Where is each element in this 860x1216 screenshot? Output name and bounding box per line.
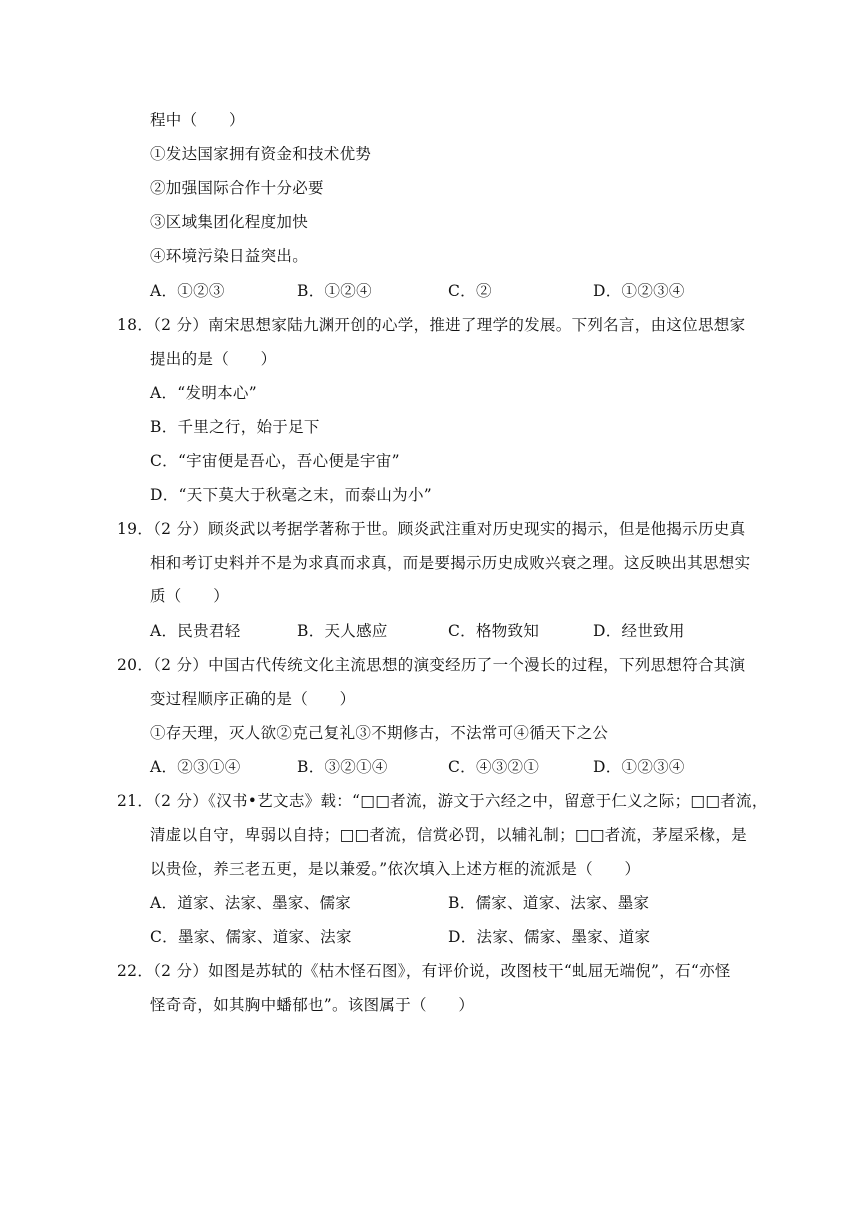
q20-option-d[interactable]: D．①②③④ xyxy=(593,758,685,776)
q18-option-c[interactable]: C．“宇宙便是吾心，吾心便是宇宙” xyxy=(150,452,400,470)
q17-option-c[interactable]: C．② xyxy=(448,282,492,300)
q20-option-b[interactable]: B．③②①④ xyxy=(297,758,388,776)
q17-item-2: ②加强国际合作十分必要 xyxy=(150,179,324,197)
q20-stem-line-1: 20．（2 分）中国古代传统文化主流思想的演变经历了一个漫长的过程，下列思想符合其演 xyxy=(117,656,746,674)
q17-item-4: ④环境污染日益突出。 xyxy=(150,247,309,265)
q21-option-d[interactable]: D．法家、儒家、墨家、道家 xyxy=(448,928,651,946)
q21-option-b[interactable]: B．儒家、道家、法家、墨家 xyxy=(448,894,650,912)
q17-item-3: ③区域集团化程度加快 xyxy=(150,213,309,231)
q19-stem-line-2: 相和考订史料并不是为求真而求真，而是要揭示历史成败兴衰之理。这反映出其思想实 xyxy=(150,554,751,572)
q19-option-c[interactable]: C．格物致知 xyxy=(448,622,540,640)
q20-stem-line-2: 变过程顺序正确的是（ ） xyxy=(150,690,356,708)
q22-stem-line-1: 22．（2 分）如图是苏轼的《枯木怪石图》，有评价说，改图枝干“虬屈无端倪”，石“亦怪 xyxy=(117,962,731,980)
q17-stem-continuation: 程中（ ） xyxy=(150,111,245,129)
q18-option-a[interactable]: A．“发明本心” xyxy=(150,384,257,402)
q21-stem-line-2: 清虚以自守，卑弱以自持；□□者流，信赏必罚，以辅礼制；□□者流，茅屋采椽，是 xyxy=(150,826,747,844)
q17-option-a[interactable]: A．①②③ xyxy=(150,282,225,300)
q22-stem-line-2: 怪奇奇，如其胸中蟠郁也”。该图属于（ ） xyxy=(150,996,475,1014)
q18-stem-line-1: 18．（2 分）南宋思想家陆九渊开创的心学，推进了理学的发展。下列名言，由这位思想家 xyxy=(117,316,746,334)
q18-option-b[interactable]: B．千里之行，始于足下 xyxy=(150,418,320,436)
q18-option-d[interactable]: D．“天下莫大于秋毫之末，而泰山为小” xyxy=(150,486,432,504)
q20-option-c[interactable]: C．④③②① xyxy=(448,758,540,776)
q19-option-a[interactable]: A．民贵君轻 xyxy=(150,622,241,640)
q21-stem-line-3: 以贵俭，养三老五更，是以兼爱。”依次填入上述方框的流派是（ ） xyxy=(150,860,641,878)
q19-option-d[interactable]: D．经世致用 xyxy=(593,622,685,640)
q17-option-b[interactable]: B．①②④ xyxy=(297,282,372,300)
q21-stem-line-1: 21．（2 分）《汉书•艺文志》载：“□□者流，游文于六经之中，留意于仁义之际；□□者流， xyxy=(117,792,768,810)
q21-option-a[interactable]: A．道家、法家、墨家、儒家 xyxy=(150,894,352,912)
q18-stem-line-2: 提出的是（ ） xyxy=(150,350,277,368)
q20-statements: ①存天理，灭人欲②克己复礼③不期修古，不法常可④循天下之公 xyxy=(150,724,609,742)
q17-option-d[interactable]: D．①②③④ xyxy=(593,282,685,300)
q20-option-a[interactable]: A．②③①④ xyxy=(150,758,241,776)
q19-stem-line-1: 19．（2 分）顾炎武以考据学著称于世。顾炎武注重对历史现实的揭示，但是他揭示历史真 xyxy=(117,520,746,538)
q19-stem-line-3: 质（ ） xyxy=(150,587,230,605)
q21-option-c[interactable]: C．墨家、儒家、道家、法家 xyxy=(150,928,352,946)
q19-option-b[interactable]: B．天人感应 xyxy=(297,622,388,640)
q17-item-1: ①发达国家拥有资金和技术优势 xyxy=(150,145,372,163)
